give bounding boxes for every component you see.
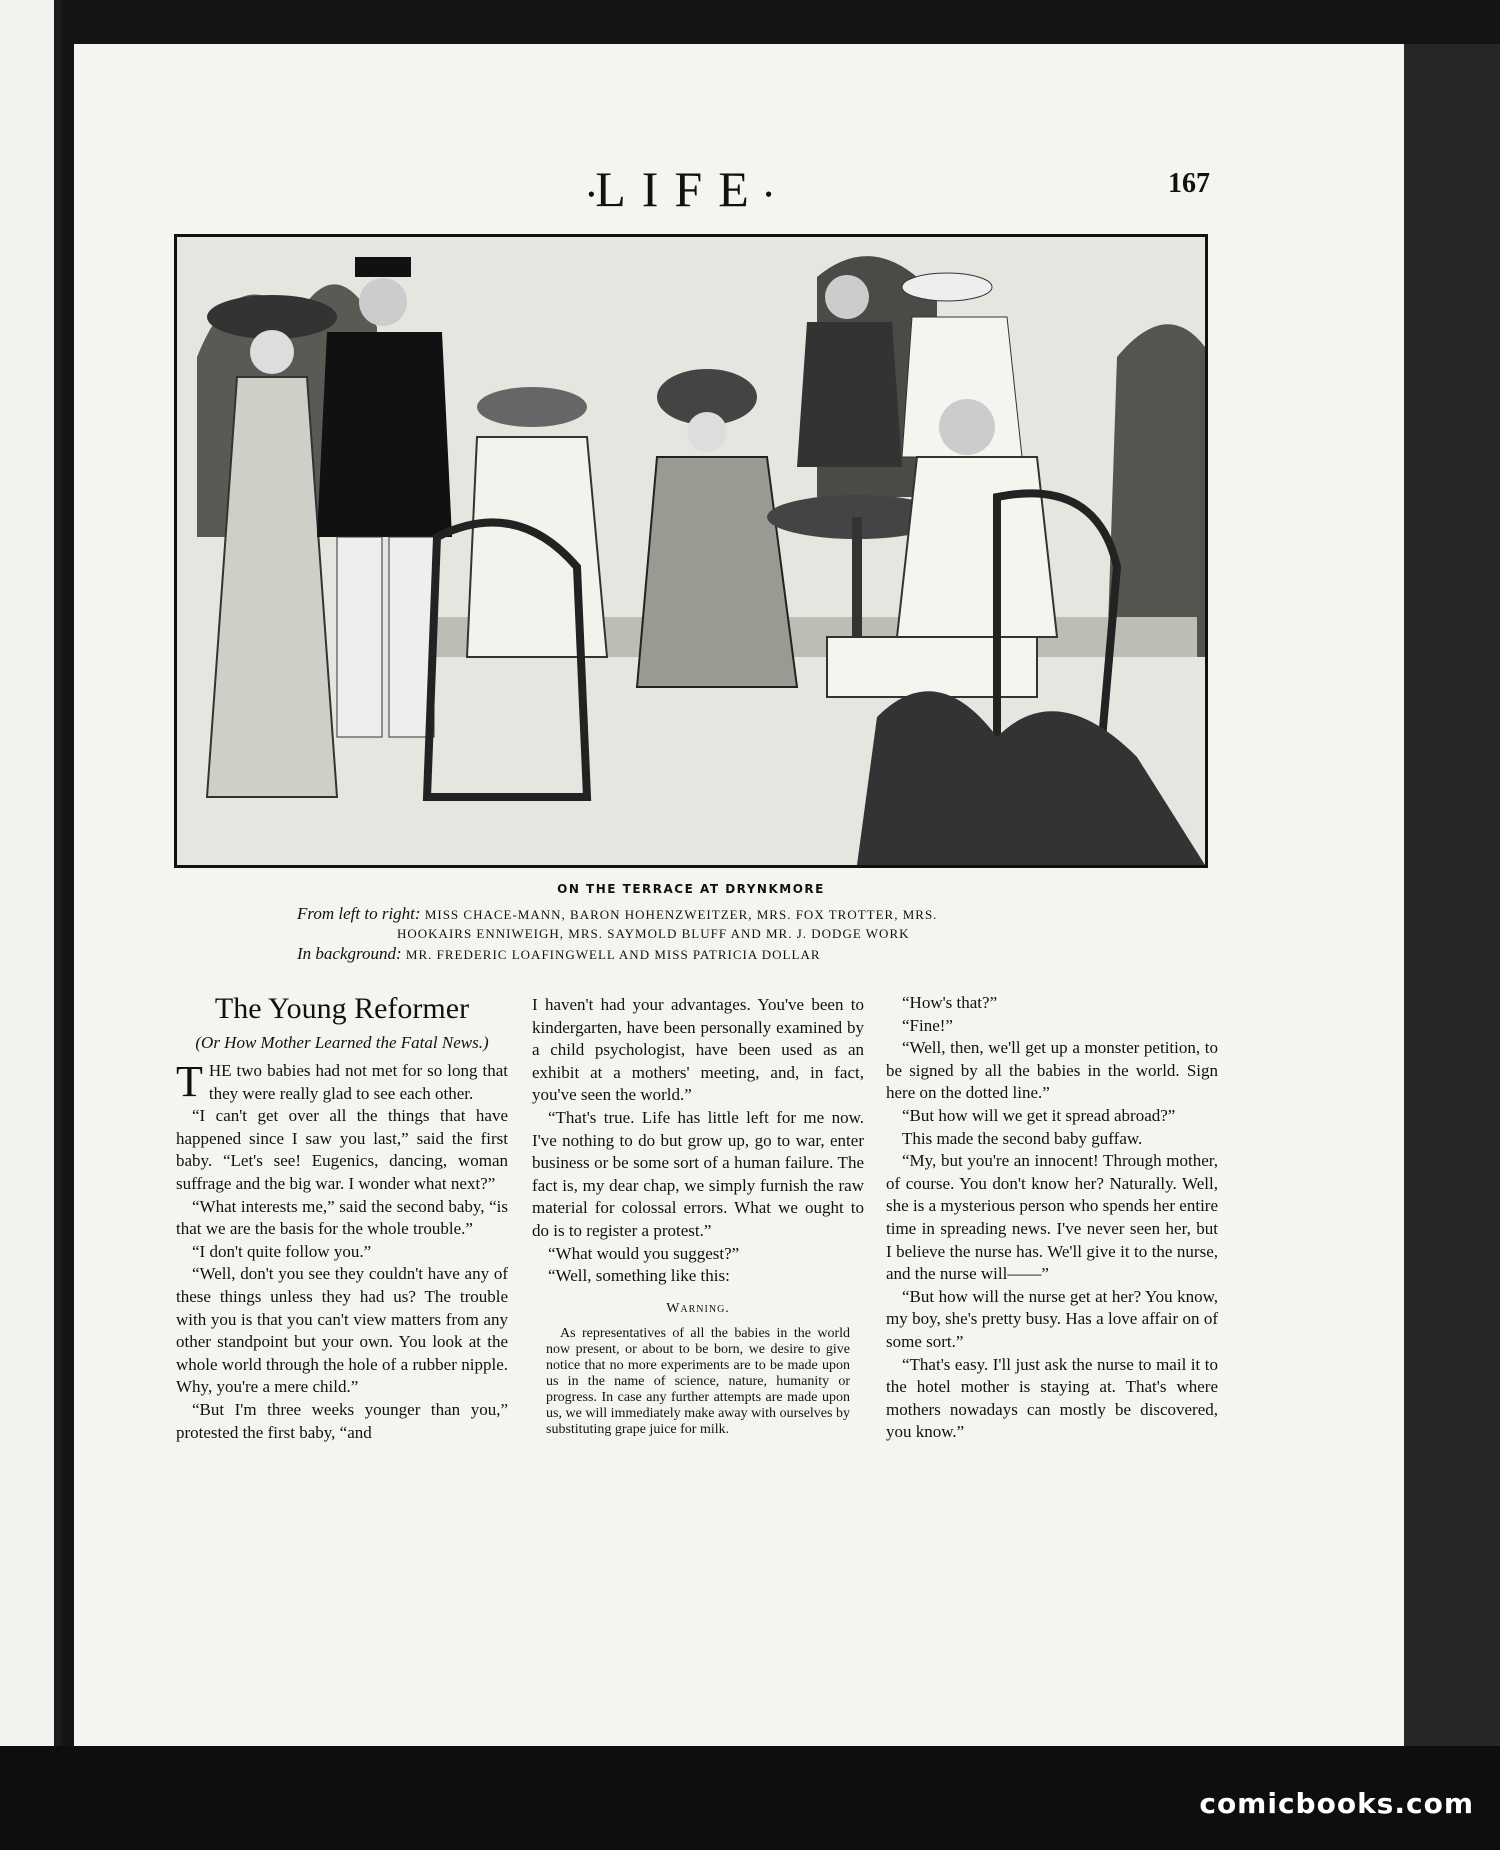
terrace-illustration — [174, 234, 1208, 868]
illustration-drawing — [177, 237, 1205, 865]
watermark: comicbooks.com — [1199, 1787, 1474, 1820]
caption-line-3 — [297, 944, 821, 964]
paragraph — [176, 1057, 508, 1106]
warning-text: As representatives of all the babies in the world now present, or about to be born, we desire to give notice that no more experiments are to be made upon us in the name of science, nature, humanity or progress. In case any further attempts are made upon us, we will immediately make away with ourselves by substituting grape juice for milk. — [546, 1326, 850, 1438]
article-title: The Young Reformer — [214, 992, 470, 1025]
paragraph: “I don't quite follow you.” — [192, 1241, 372, 1261]
caption-names-3: MR. FREDERIC LOAFINGWELL AND MISS PATRICIA DOLLAR — [405, 947, 821, 962]
caption-line-1 — [297, 904, 937, 924]
paragraph: “What interests me,” said the second baby, “is that we are the basis for the whole trouble.” — [176, 1196, 508, 1239]
title-dot-right: • — [764, 181, 773, 207]
adjacent-page-edge — [0, 0, 62, 1850]
article-column-3 — [886, 992, 1218, 1444]
warning-title: Warning. — [666, 1300, 730, 1316]
caption-names-1: MISS CHACE-MANN, BARON HOHENZWEITZER, MRS. FOX TROTTER, MRS. — [424, 907, 938, 922]
paragraph: “Fine!” — [902, 1015, 953, 1035]
article-column-1 — [176, 992, 508, 1444]
paragraph: “But how will we get it spread abroad?” — [902, 1105, 1176, 1125]
article-column-2 — [532, 994, 864, 1438]
paragraph: “But how will the nurse get at her? You know, my boy, she's pretty busy. Has a love affair on of some sort.” — [886, 1286, 1218, 1351]
scan-margin — [1404, 44, 1500, 1746]
paragraph: “I can't get over all the things that have happened since I saw you last,” said the first baby. “Let's see! Eugenics, dancing, woman suffrage and the big war. I wonder what next?” — [176, 1106, 508, 1193]
caption-lead-from-left: From left to right: — [297, 904, 421, 923]
magazine-title — [560, 160, 800, 218]
paragraph: “My, but you're an innocent! Through mother, of course. You don't know her? Naturally. Well, she is a mysterious person who spends her entire time in spreading news. I've never seen her, but I believe the nurse has. We'll give it to the nurse, and the nurse will——” — [886, 1151, 1218, 1284]
paragraph-text: HE two babies had not met for so long that they were really glad to see each other. — [208, 1061, 508, 1103]
caption-names-2: HOOKAIRS ENNIWEIGH, MRS. SAYMOLD BLUFF AND MR. J. DODGE WORK — [397, 926, 910, 941]
scan-bottom-edge — [0, 1746, 1500, 1850]
magazine-title-text: LIFE — [595, 161, 765, 217]
caption-line-2 — [397, 926, 910, 942]
paragraph: This made the second baby guffaw. — [902, 1128, 1143, 1148]
paragraph: “Well, something like this: — [548, 1266, 730, 1286]
paragraph: I haven't had your advantages. You've been to kindergarten, have been personally examined by a child psychologist, have been used as an exhibit at a mothers' meeting, and, in fact, you've seen the world.” — [532, 995, 864, 1105]
caption-lead-background: In background: — [297, 944, 402, 963]
paragraph: “That's easy. I'll just ask the nurse to mail it to the hotel mother is staying at. That's where mothers nowadays can mostly be discovered, you know.” — [886, 1354, 1218, 1442]
paragraph: “That's true. Life has little left for me now. I've nothing to do but grow up, go to war, enter business or be some sort of a human failure. The fact is, my dear chap, we simply furnish the raw material for colossal errors. What we ought to do is to register a protest.” — [532, 1107, 864, 1240]
paragraph: “Well, don't you see they couldn't have any of these things unless they had us? The trouble with you is that you can't view matters from any other standpoint but your own. You look at the whole world through the hole of a rubber nipple. Why, you're a mere child.” — [176, 1264, 508, 1397]
caption-title: ON THE TERRACE AT DRYNKMORE — [557, 882, 825, 896]
title-dot-left: • — [587, 181, 596, 207]
drop-cap: T — [176, 1057, 203, 1106]
paragraph: “But I'm three weeks younger than you,” protested the first baby, “and — [176, 1399, 508, 1442]
paragraph: “Well, then, we'll get up a monster petition, to be signed by all the babies in the world. Sign here on the dotted line.” — [886, 1038, 1218, 1103]
page-number: 167 — [1168, 168, 1210, 199]
article-subtitle: (Or How Mother Learned the Fatal News.) — [195, 1033, 489, 1052]
paragraph: “How's that?” — [902, 993, 998, 1012]
paragraph: “What would you suggest?” — [548, 1243, 740, 1263]
